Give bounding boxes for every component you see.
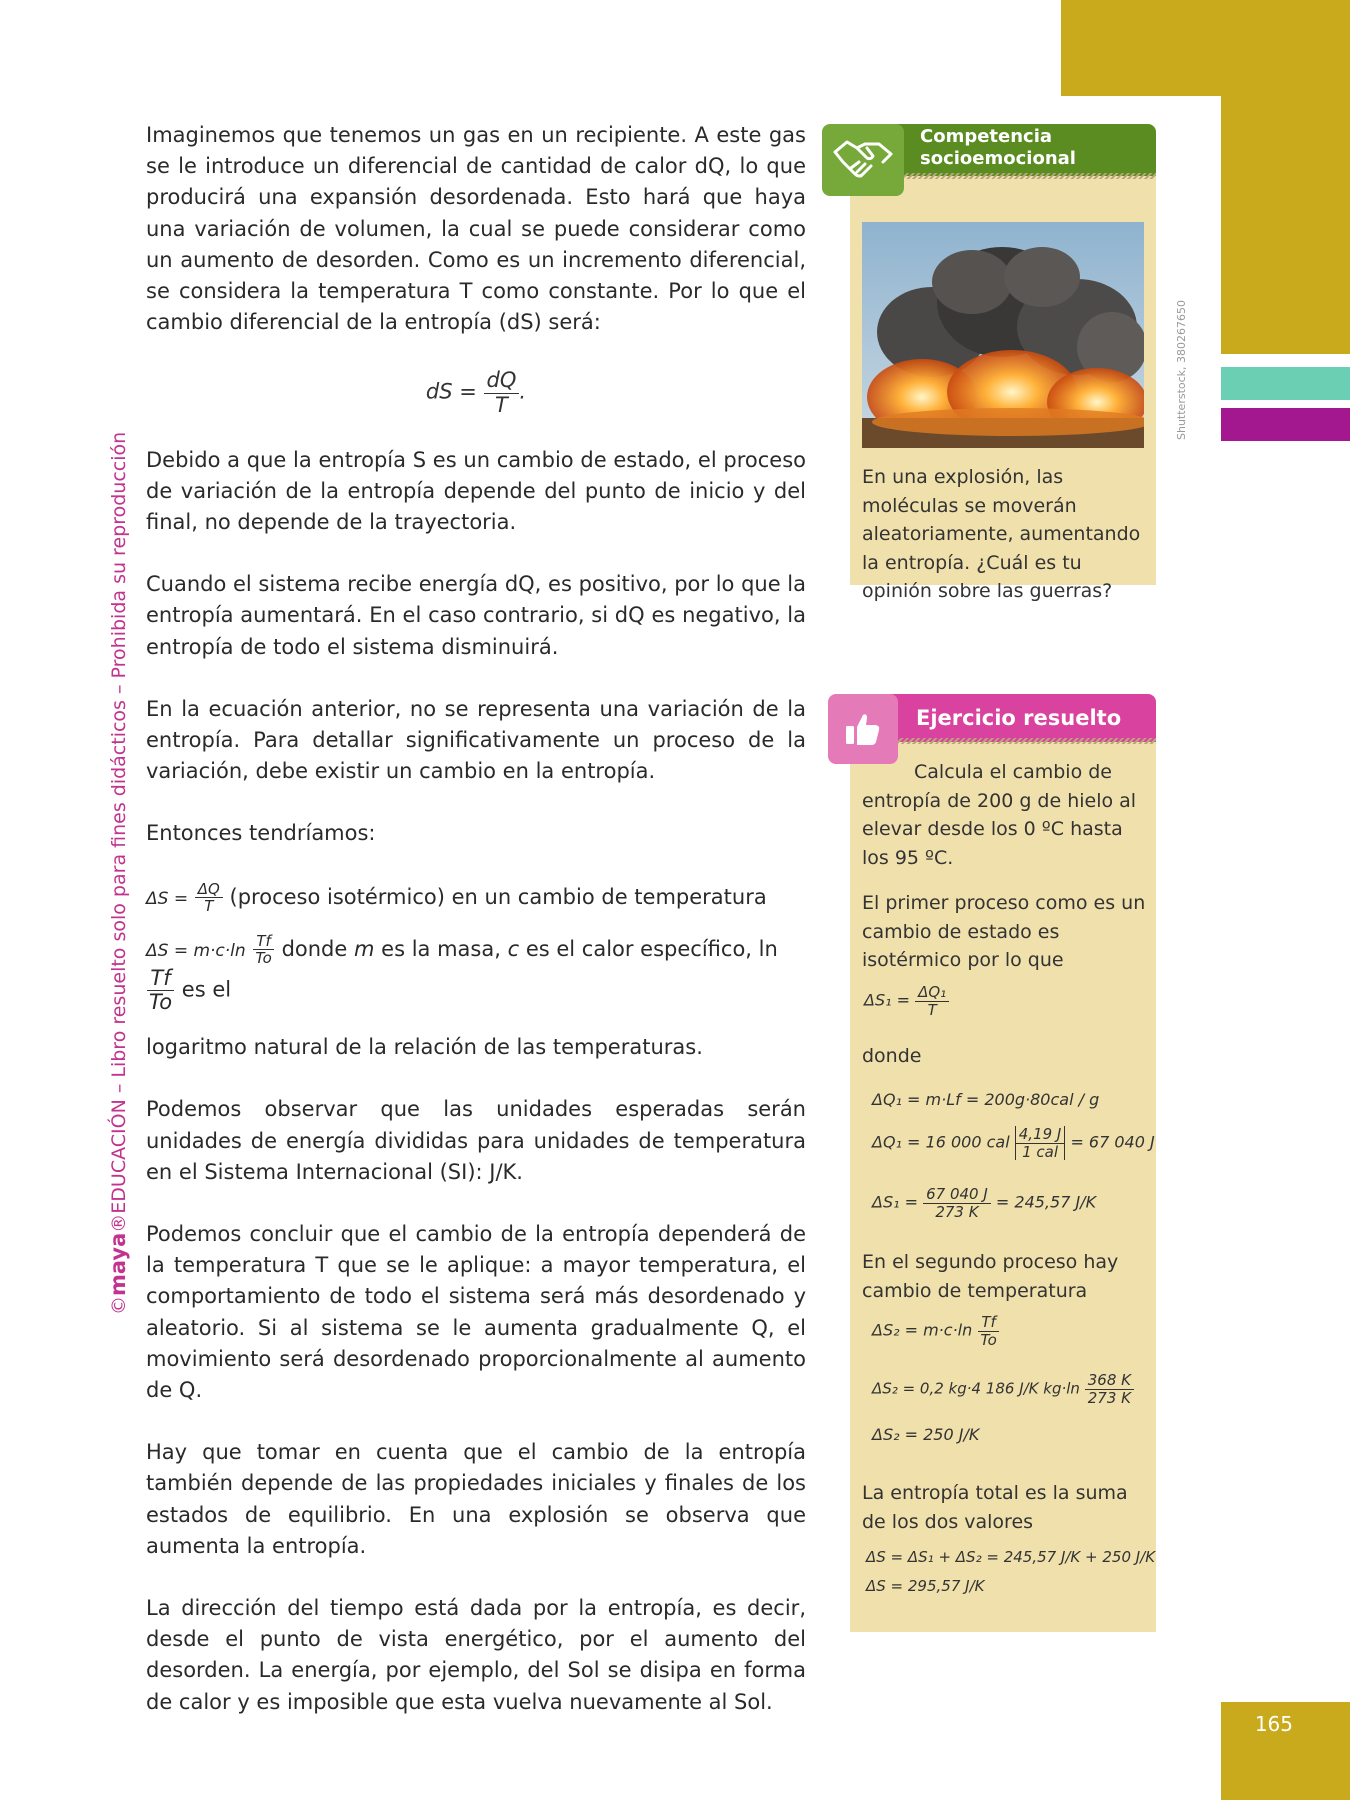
- formula-ds2-value: [872, 1372, 1134, 1406]
- formula-ds2-value-lhs: ΔS₂ = 0,2 kg·4 186 J/K kg·ln: [872, 1379, 1080, 1398]
- paragraph-3: Cuando el sistema recibe energía dQ, es positivo, por lo que la entropía aumentará. En el caso contrario, si dQ es negativo, la entropía de todo el sistema disminuirá.: [146, 572, 807, 659]
- formula-total-result: ΔS = 295,57 J/K: [866, 1577, 985, 1595]
- main-column: [146, 120, 806, 1749]
- equation-temperature-text-b: es la masa,: [381, 936, 501, 961]
- formula-ds2-denominator: To: [980, 1330, 997, 1349]
- formula-ds1-value: [872, 1186, 1096, 1220]
- formula-dq1: ΔQ₁ = m·Lf = 200g·80cal / g: [872, 1090, 1100, 1109]
- equation-isothermal-denominator: T: [204, 897, 214, 916]
- formula-ds1: [864, 984, 949, 1018]
- equation-ds-fraction: [484, 369, 520, 416]
- equation-ds-end: .: [519, 380, 527, 405]
- equation-isothermal-text: (proceso isotérmico) en un cambio de temperatura: [229, 884, 767, 909]
- paragraph-2: Debido a que la entropía S es un cambio de estado, el proceso de variación de la entropía depende del punto de inicio y del final, no depende de la trayectoria.: [146, 447, 806, 535]
- decor-bar-top: [1061, 0, 1350, 96]
- formula-ds1-lhs: ΔS₁ =: [864, 990, 911, 1010]
- competencia-caption: En una explosión, las moléculas se moverán aleatoriamente, aumentando la entropía. ¿Cuál es tu opinión sobre las guerras?: [862, 466, 1141, 602]
- paragraph-7: Podemos observar que las unidades esperadas serán unidades de energía divididas para unidades de temperatura en el Sistema Internacional (SI): J/K.: [146, 1097, 806, 1184]
- equation-temperature-text-c: es el calor específico, ln: [525, 936, 778, 961]
- formula-ds1-value-fraction: [923, 1186, 991, 1220]
- formula-ds2-value-numerator: 368 K: [1085, 1372, 1134, 1390]
- formula-total: ΔS = ΔS₁ + ΔS₂ = 245,57 J/K + 250 J/K: [866, 1548, 1156, 1566]
- explosion-photo: [862, 222, 1144, 448]
- formula-ds2-numerator: Tf: [978, 1314, 998, 1332]
- equation-temperature-text-a: donde: [281, 936, 348, 961]
- brand-logo: maya: [106, 1232, 130, 1296]
- formula-dq1-conversion-denominator: 1 cal: [1022, 1142, 1058, 1161]
- formula-ds1-value-rhs: = 245,57 J/K: [995, 1192, 1097, 1212]
- formula-ds2: [872, 1314, 1000, 1348]
- formula-ds1-numerator: ΔQ₁: [915, 984, 949, 1002]
- paragraph-10: La dirección del tiempo está dada por la entropía, es decir, desde el punto de vista energético, por el aumento del desorden. La energía, por ejemplo, del Sol se disipa en forma de calor y es imposible que esta vuelva nuevamente al Sol.: [146, 1596, 806, 1714]
- handshake-icon: [822, 124, 904, 196]
- formula-ds1-value-denominator: 273 K: [935, 1202, 979, 1221]
- ejercicio-text1: El primer proceso como es un cambio de estado es isotérmico por lo que: [862, 892, 1146, 971]
- equation-temperature: [146, 933, 806, 1014]
- formula-ds2-result: ΔS₂ = 250 J/K: [872, 1425, 980, 1444]
- formula-dq1-conversion-rhs: = 67 040 J: [1070, 1132, 1155, 1152]
- formula-dq1-conversion: [872, 1126, 1155, 1160]
- decor-bar-magenta: [1221, 408, 1350, 441]
- formula-dq1-conversion-numerator: 4,19 J: [1016, 1126, 1065, 1144]
- ratio-numerator: Tf: [147, 967, 173, 991]
- paragraph-1: Imaginemos que tenemos un gas en un recipiente. A este gas se le introduce un diferencial de cantidad de calor dQ, lo que producirá una expansión desordenada. Esto hará que haya una variación de volumen, la cual se puede considerar como un aumento de desorden. Como es un incremento diferencial, se considera la temperatura T como constante. Por lo que el cambio diferencial de la entropía (dS) será:: [146, 123, 806, 335]
- formula-ds2-fraction: [977, 1314, 1000, 1348]
- ejercicio-text2: En el segundo proceso hay cambio de temperatura: [862, 1251, 1119, 1302]
- paragraph-9: Hay que tomar en cuenta que el cambio de la entropía también depende de las propiedades iniciales y finales de los estados de equilibrio. En una explosión se observa que aumenta la entropía.: [146, 1440, 806, 1558]
- equation-temperature-m: m: [354, 936, 375, 961]
- paragraph-8: Podemos concluir que el cambio de la entropía dependerá de la temperatura T que se le aplique: a mayor temperatura, el comportamiento de todo el sistema será más desordenado y aleatorio. Si al sistema se le aumenta gradualmente Q, el movimiento será desordenado proporcionalmente al aumento de Q.: [146, 1222, 806, 1403]
- competencia-title: [920, 126, 1076, 170]
- formula-ds1-value-numerator: 67 040 J: [923, 1186, 991, 1204]
- thumbs-up-icon: [828, 694, 898, 764]
- equation-temperature-text-d: es el: [181, 977, 232, 1002]
- equation-ds-denominator: T: [495, 392, 508, 417]
- competencia-title-line1: Competencia: [920, 126, 1053, 147]
- equation-temperature-lhs: ΔS = m·c·ln: [146, 940, 246, 961]
- equation-ds: [146, 369, 806, 416]
- competencia-title-line2: socioemocional: [920, 148, 1076, 169]
- ratio-denominator: To: [149, 990, 173, 1015]
- formula-ds1-denominator: T: [927, 1000, 937, 1019]
- formula-ds1-value-lhs: ΔS₁ =: [872, 1192, 919, 1212]
- decor-bar-right: [1221, 96, 1350, 354]
- side-text-rest: ®EDUCACIÓN – Libro resuelto solo para fines didácticos – Prohibida su reproducción: [108, 431, 130, 1233]
- page-number: 165: [1254, 1712, 1293, 1736]
- paragraph-5: Entonces tendríamos:: [146, 821, 376, 846]
- formula-dq1-conversion-fraction: [1015, 1126, 1066, 1160]
- ejercicio-title: Ejercicio resuelto: [916, 706, 1122, 730]
- equation-isothermal: [146, 881, 806, 915]
- equation-temperature-numerator: Tf: [253, 933, 273, 951]
- ejercicio-text3: La entropía total es la suma de los dos valores: [862, 1482, 1128, 1533]
- formula-ds2-value-fraction: [1085, 1372, 1134, 1406]
- paragraph-6: logaritmo natural de la relación de las temperaturas.: [146, 1035, 703, 1060]
- photo-credit: Shutterstock, 380267650: [1175, 299, 1188, 440]
- formula-dq1-conversion-lhs: ΔQ₁ = 16 000 cal: [872, 1132, 1010, 1152]
- copyright-symbol: ©: [108, 1296, 130, 1315]
- equation-temperature-denominator: To: [255, 949, 272, 968]
- ejercicio-donde: donde: [862, 1045, 922, 1067]
- formula-ds2-lhs: ΔS₂ = m·c·ln: [872, 1320, 973, 1340]
- equation-ds-numerator: dQ: [484, 369, 520, 393]
- equation-isothermal-fraction: [195, 881, 223, 915]
- equation-temperature-ratio: [146, 967, 175, 1014]
- side-copyright-text: [106, 432, 130, 1315]
- equation-isothermal-numerator: ΔQ: [195, 881, 223, 899]
- equation-ds-lhs: dS =: [425, 380, 477, 405]
- formula-ds2-value-denominator: 273 K: [1087, 1388, 1131, 1407]
- equation-isothermal-lhs: ΔS =: [146, 888, 189, 909]
- equation-temperature-c: c: [507, 936, 520, 961]
- equation-temperature-fraction: [252, 933, 275, 967]
- formula-ds1-fraction: [915, 984, 949, 1018]
- ejercicio-intro: Calcula el cambio de entropía de 200 g de hielo al elevar desde los 0 ºC hasta los 95 ºC.: [862, 761, 1137, 869]
- paragraph-4: En la ecuación anterior, no se representa una variación de la entropía. Para detallar significativamente un proceso de la variación, debe existir un cambio en la entropía.: [146, 696, 806, 784]
- decor-bar-teal: [1221, 367, 1350, 400]
